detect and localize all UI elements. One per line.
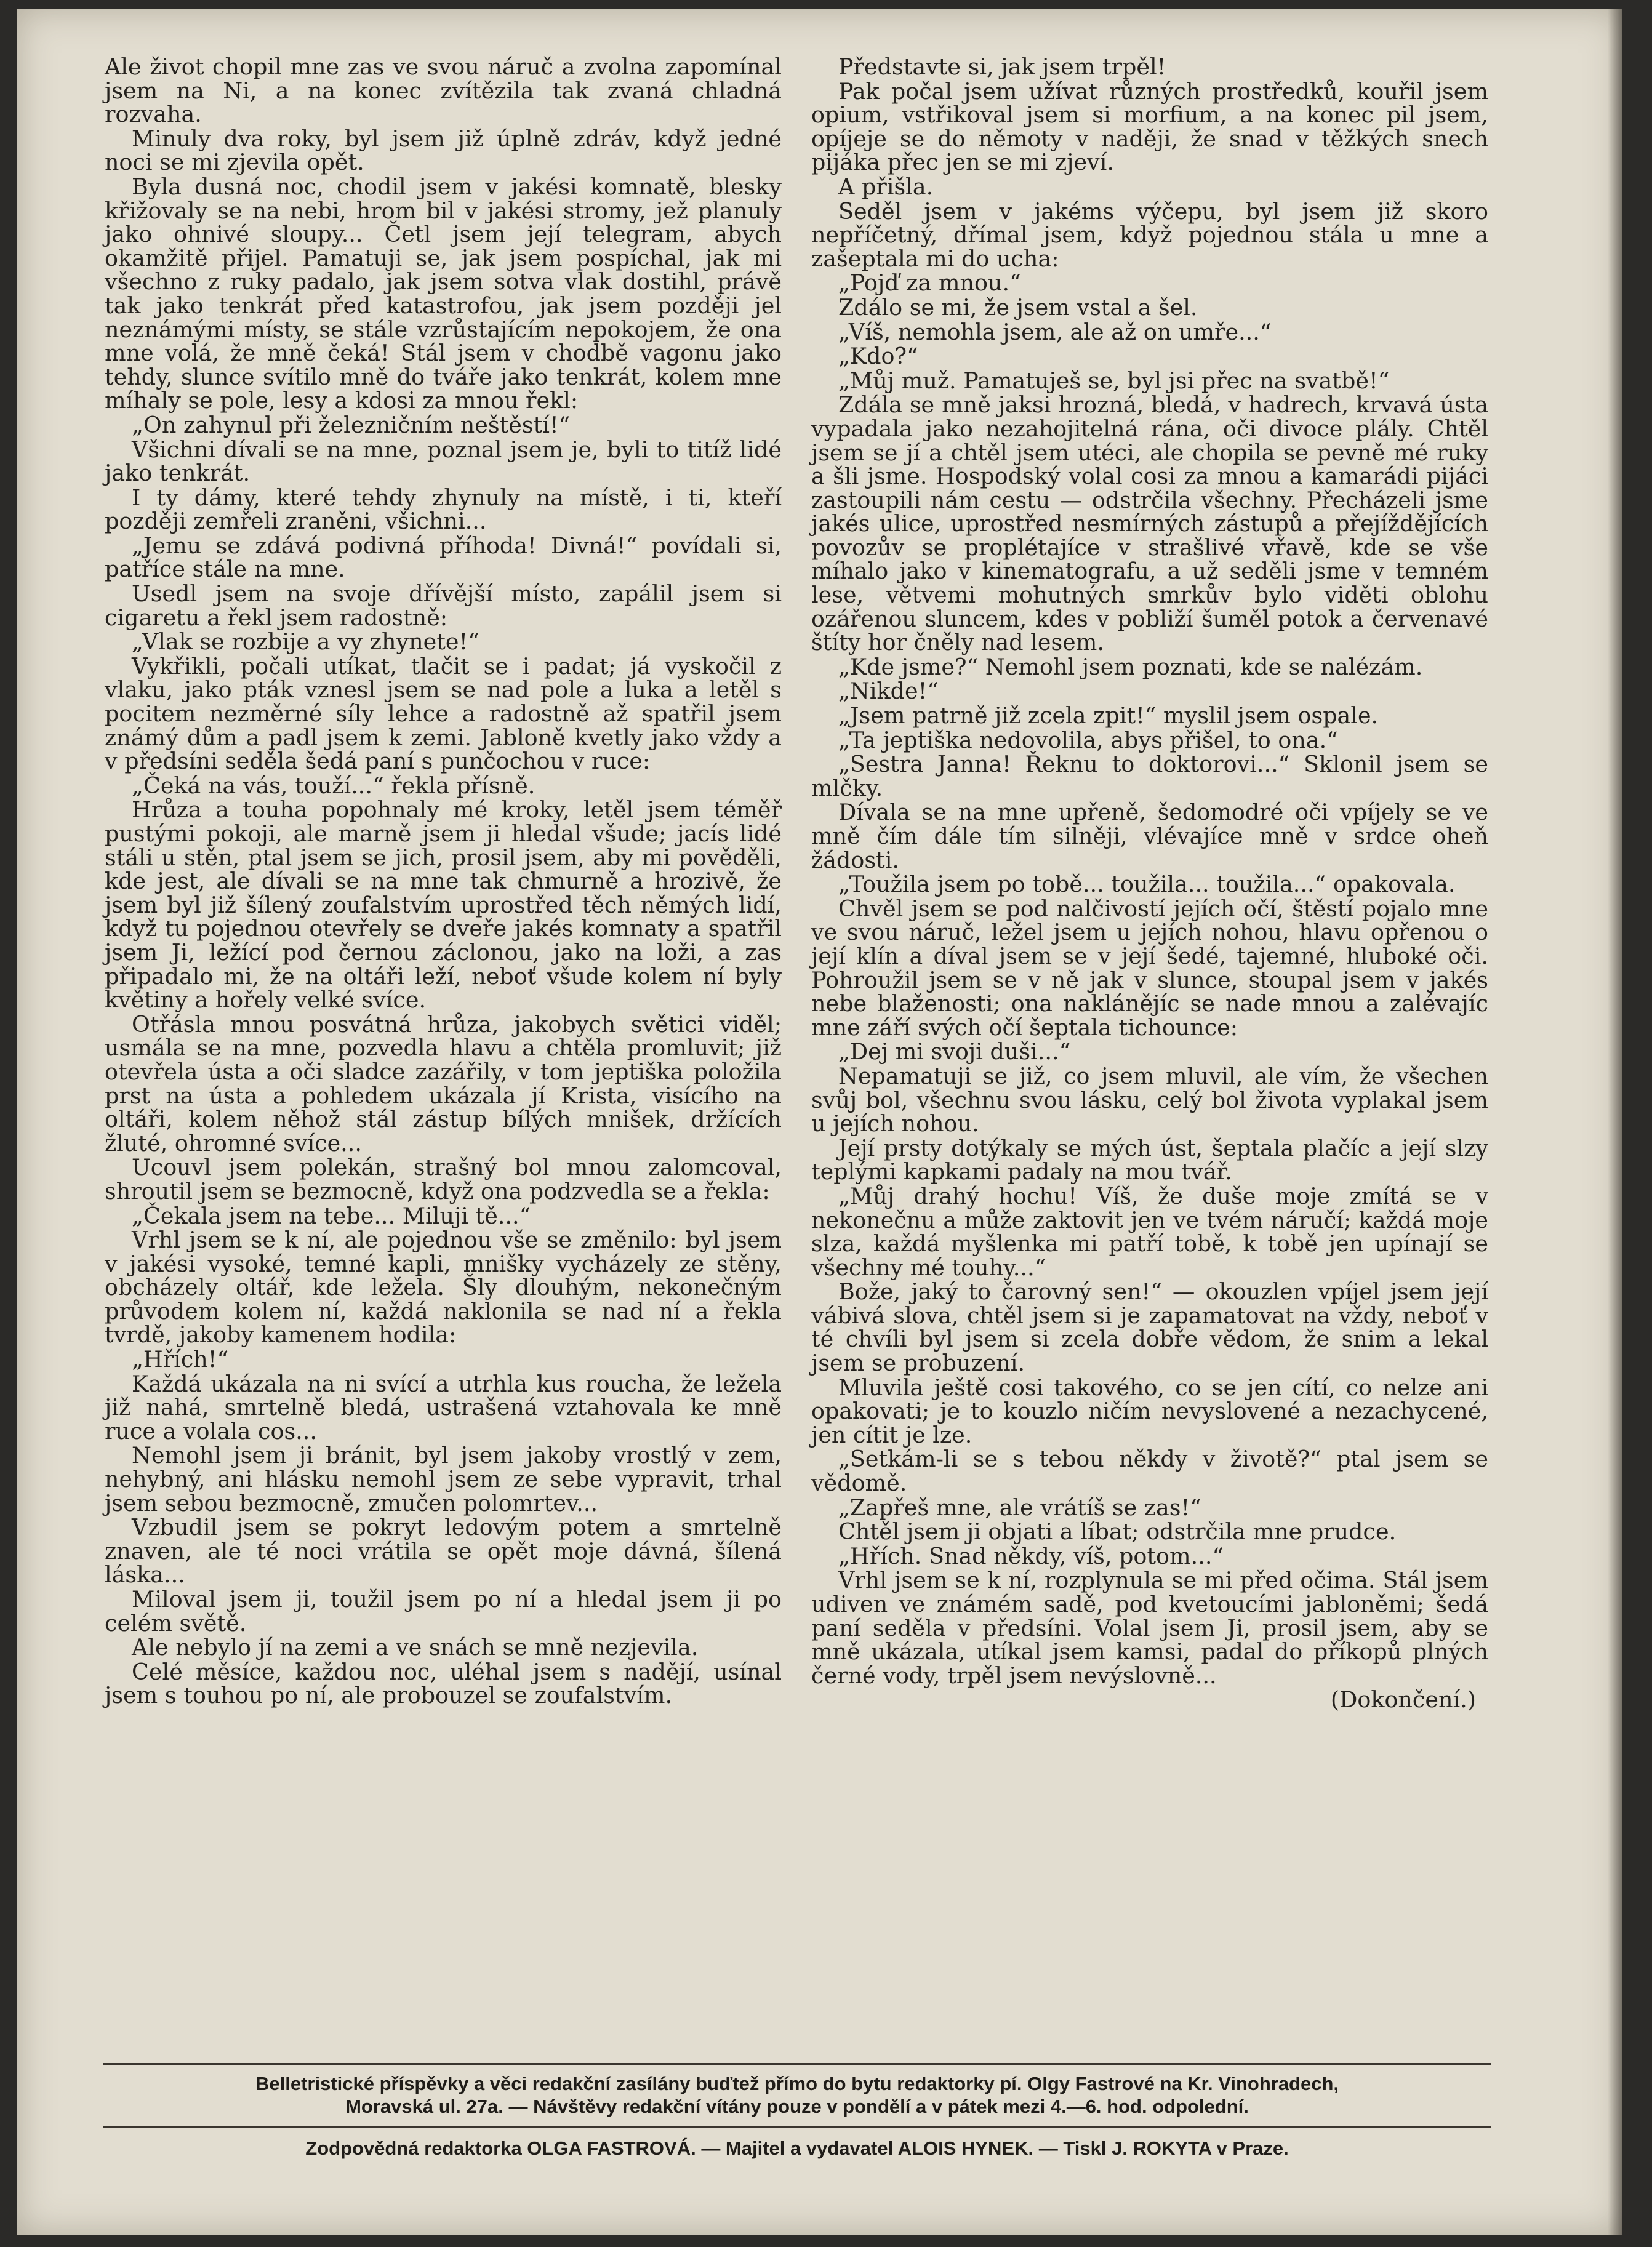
paragraph: „Čeká na vás, touží...“ řekla přísně.	[132, 772, 535, 799]
paragraph: „Vlak se rozbije a vy zhynete!“	[132, 628, 479, 655]
paragraph: Miloval jsem ji, toužil jsem po ní a hledal jsem ji po celém světě.	[105, 1586, 782, 1636]
paragraph: „Hřích!“	[132, 1346, 229, 1373]
paragraph: „Čekala jsem na tebe... Miluji tě...“	[132, 1202, 531, 1229]
paragraph: Zdála se mně jaksi hrozná, bledá, v hadrech, krvavá ústa vypadala jako nezahojitelná rána, oči divoce plály. Chtěl jsem se jí a chtěl jsem utéci, ale chopila se pevně mé ruky a šli jsme. Hospodský volal cosi za mnou a kamarádi pijáci zastoupili nám cestu — odstrčila všechny. Přecházeli jsme jakés ulice, uprostřed nesmírných zástupů a přejíždějících povozův se proplétajíce v strašlivé vřavě, kde se vše míhalo jako v kinematografu, a už seděli jsme v temném lese, větvemi mohutných smrkův bylo viděti oblohu ozářenou sluncem, kdes v pobliží šuměl potok a červenavé štíty hor čněly nad lesem.	[811, 391, 1488, 656]
paragraph: „Sestra Janna! Řeknu to doktorovi...“ Sklonil jsem se mlčky.	[811, 751, 1488, 801]
paragraph: Představte si, jak jsem trpěl!	[838, 54, 1166, 80]
notice-line: Belletristické příspěvky a věci redakční zasílány buďtež přímo do bytu redaktorky pí. Olgy Fastrové na Kr. Vinohradech,	[255, 2073, 1339, 2094]
paragraph: „Můj muž. Pamatuješ se, byl jsi přec na svatbě!“	[838, 367, 1390, 394]
paragraph: Seděl jsem v jakéms výčepu, byl jsem již skoro nepříčetný, dřímal jsem, když pojednou stála u mne a zašeptala mi do ucha:	[811, 198, 1488, 272]
paragraph: Celé měsíce, každou noc, uléhal jsem s nadějí, usínal jsem s touhou po ní, ale probouzel se zoufalstvím.	[105, 1658, 782, 1709]
paragraph: „Pojď za mnou.“	[838, 270, 1021, 297]
paragraph: Zdálo se mi, že jsem vstal a šel.	[838, 294, 1198, 321]
footer-rule-middle	[103, 2126, 1491, 2128]
paragraph: „Jemu se zdává podivná příhoda! Divná!“ povídali si, patříce stále na mne.	[105, 532, 782, 583]
paragraph: Vrhl jsem se k ní, ale pojednou vše se změnilo: byl jsem v jakési vysoké, temné kapli, mnišky vycházely ze stěny, obcházely oltář, kde ležela. Šly dlouhým, nekonečným průvodem kolem ní, každá naklonila se nad ní a řekla tvrdě, jakoby kamenem hodila:	[105, 1227, 782, 1348]
paragraph: Bože, jaký to čarovný sen!“ — okouzlen vpíjel jsem její vábivá slova, chtěl jsem si je zapamatovat na vždy, neboť v té chvíli byl jsem si zcela dobře vědom, že snim a lekal jsem se probuzení.	[811, 1278, 1488, 1377]
continuation-note: (Dokončení.)	[1330, 1686, 1476, 1713]
footer-rule-top	[103, 2063, 1491, 2065]
paragraph: Hrůza a touha popohnaly mé kroky, letěl jsem téměř pustými pokoji, ale marně jsem ji hledal všude; jacís lidé stáli u stěn, ptal jsem se jich, prosil jsem, aby mi pověděli, kde jest, ale dívali se na mne tak chmurně a hrozivě, že jsem byl již šílený zoufalstvím uprostřed těch němých lidí, když tu pojednou otevřely se dveře jakés komnaty a spatřil jsem Ji, ležící pod černou záclonou, jako na loži, a zas připadalo mi, že na oltáři leží, neboť všude kolem ní byly květiny a hořely velké svíce.	[105, 796, 782, 1014]
paragraph: Mluvila ještě cosi takového, co se jen cítí, co nelze ani opakovati; je to kouzlo ničím nevyslovené a nezachycené, jen cítit je lze.	[811, 1374, 1488, 1448]
paragraph: Pak počal jsem užívat různých prostředků, kouřil jsem opium, vstřikoval jsem si morfium, a na konec pil jsem, opíjeje se do němoty v naději, že snad v těžkých snech pijáka přec jen se mi zjeví.	[811, 78, 1488, 176]
paragraph: „Toužila jsem po tobě... toužila... toužila...“ opakovala.	[838, 871, 1456, 898]
paragraph: Minuly dva roky, byl jsem již úplně zdráv, když jedné noci se mi zjevila opět.	[105, 125, 782, 176]
paragraph: Vykřikli, počali utíkat, tlačit se i padat; já vyskočil z vlaku, jako pták vznesl jsem se nad pole a luka a letěl s pocitem nezměrné síly lehce a radostně až spatřil jsem známý dům a padl jsem k zemi. Jabloně kvetly jako vždy a v předsíni seděla šedá paní s punčochou v ruce:	[105, 652, 782, 775]
right-column	[811, 55, 1488, 1713]
paragraph: „Ta jeptiška nedovolila, abys přišel, to ona.“	[838, 726, 1338, 753]
left-column	[105, 55, 782, 1708]
paragraph: „Kde jsme?“ Nemohl jsem poznati, kde se nalézám.	[838, 653, 1423, 680]
paragraph: Chvěl jsem se pod nalčivostí jejích očí, štěstí pojalo mne ve svou náruč, ležel jsem u jejích nohou, hlavu opřenou o její klín a díval jsem se v její šedé, tajemné, hluboké oči. Pohroužil jsem se v ně jak v slunce, stoupal jsem v jakés nebe blaženosti; ona naklánějíc se nade mnou a zalévajíc mne září svých očí šeptala tichounce:	[811, 895, 1488, 1041]
editorial-notice	[103, 2072, 1491, 2118]
paragraph: Chtěl jsem ji objati a líbat; odstrčila mne prudce.	[838, 1518, 1397, 1545]
paragraph: A přišla.	[838, 173, 934, 200]
paragraph: „Zapřeš mne, ale vrátíš se zas!“	[838, 1494, 1201, 1521]
paragraph: Byla dusná noc, chodil jsem v jakési komnatě, blesky křižovaly se na nebi, hrom bil v jakési stromy, jež planuly jako ohnivé sloupy... Četl jsem její telegram, abych okamžitě přijel. Pamatuji se, jak jsem pospíchal, jak mi všechno z ruky padalo, jak jsem sotva vlak dostihl, právě tak jako tenkrát před katastrofou, jak jsem později jel neznámými místy, se stále vzrůstajícím nepokojem, že ona mne volá, že mně čeká! Stál jsem v chodbě vagonu jako tehdy, slunce svítilo mně do tváře jako tenkrát, kolem mne míhaly se pole, lesy a kdosi za mnou řekl:	[105, 173, 782, 414]
page-edge-shadow	[1608, 9, 1622, 2235]
paragraph: „Jsem patrně již zcela zpit!“ myslil jsem ospale.	[838, 702, 1379, 729]
paragraph: „Kdo?“	[838, 343, 918, 370]
paragraph: Ale nebylo jí na zemi a ve snách se mně nezjevila.	[132, 1634, 699, 1661]
notice-line: Moravská ul. 27a. — Návštěvy redakční vítány pouze v pondělí a v pátek mezi 4.—6. hod. odpolední.	[345, 2096, 1249, 2117]
paragraph: Vrhl jsem se k ní, rozplynula se mi před očima. Stál jsem udiven ve známém sadě, pod kvetoucími jabloněmi; šedá paní seděla v předsíni. Volal jsem Ji, prosil jsem, aby se mně ukázala, utíkal jsem kamsi, padal do příkopů plných černé vody, trpěl jsem nevýslovně...	[811, 1567, 1488, 1689]
paragraph: Vzbudil jsem se pokryt ledovým potem a smrtelně znaven, ale té noci vrátila se opět moje dávná, šílená láska...	[105, 1514, 782, 1588]
paragraph: „Hřích. Snad někdy, víš, potom...“	[838, 1542, 1224, 1569]
paragraph: Každá ukázala na ni svící a utrhla kus roucha, že ležela již nahá, smrtelně bledá, ustrašená vztahovala ke mně ruce a volala cos...	[105, 1370, 782, 1444]
paragraph: Ucouvl jsem polekán, strašný bol mnou zalomcoval, shroutil jsem se bezmocně, když ona podzvedla se a řekla:	[105, 1154, 782, 1204]
paragraph: Nepamatuji se již, co jsem mluvil, ale vím, že všechen svůj bol, všechnu svou lásku, celý bol života vyplakal jsem u jejích nohou.	[811, 1062, 1488, 1137]
paragraph: „Nikde!“	[838, 678, 939, 705]
paragraph: „Dej mi svoji duši...“	[838, 1038, 1071, 1065]
imprint-line: Zodpovědná redaktorka OLGA FASTROVÁ. — Majitel a vydavatel ALOIS HYNEK. — Tiskl J. ROKYTA v Praze.	[305, 2137, 1289, 2159]
paragraph: Dívala se na mne upřeně, šedomodré oči vpíjely se ve mně čím dále tím silněji, vlévajíce mně v srdce oheň žádosti.	[811, 799, 1488, 873]
paragraph: „On zahynul při železničním neštěstí!“	[132, 411, 571, 438]
paragraph: Otřásla mnou posvátná hrůza, jakobych světici viděl; usmála se na mne, pozvedla hlavu a chtěla promluvit; již otevřela ústa a oči sladce zazářily, v tom jeptiška položila prst na ústa a pohledem ukázala jí Krista, visícího na oltáři, kolem něhož stál zástup bílých mnišek, držících žluté, ohromné svíce...	[105, 1011, 782, 1156]
paragraph: „Víš, nemohla jsem, ale až on umře...“	[838, 318, 1272, 345]
paragraph: I ty dámy, které tehdy zhynuly na místě, i ti, kteří později zemřeli zraněni, všichni...	[105, 484, 782, 535]
paragraph: „Setkám-li se s tebou někdy v životě?“ ptal jsem se vědomě.	[811, 1446, 1488, 1497]
paragraph: Její prsty dotýkaly se mých úst, šeptala plačíc a její slzy teplými kapkami padaly na mou tvář.	[811, 1134, 1488, 1185]
paragraph: Nemohl jsem ji bránit, byl jsem jakoby vrostlý v zem, nehybný, ani hlásku nemohl jsem ze sebe vypravit, trhal jsem sebou bezmocně, zmučen polomrtev...	[105, 1442, 782, 1516]
paragraph: Usedl jsem na svoje dřívější místo, zapálil jsem si cigaretu a řekl jsem radostně:	[105, 580, 782, 631]
paragraph: Ale život chopil mne zas ve svou náruč a zvolna zapomínal jsem na Ni, a na konec zvítězila tak zvaná chladná rozvaha.	[105, 54, 782, 128]
paragraph: Všichni dívali se na mne, poznal jsem je, byli to titíž lidé jako tenkrát.	[105, 436, 782, 487]
paragraph: „Můj drahý hochu! Víš, že duše moje zmítá se v nekonečnu a může zaktovit jen ve tvém náručí; každá moje slza, každá myšlenka mi patří tobě, k tobě jen upínají se všechny mé touhy...“	[811, 1182, 1488, 1281]
